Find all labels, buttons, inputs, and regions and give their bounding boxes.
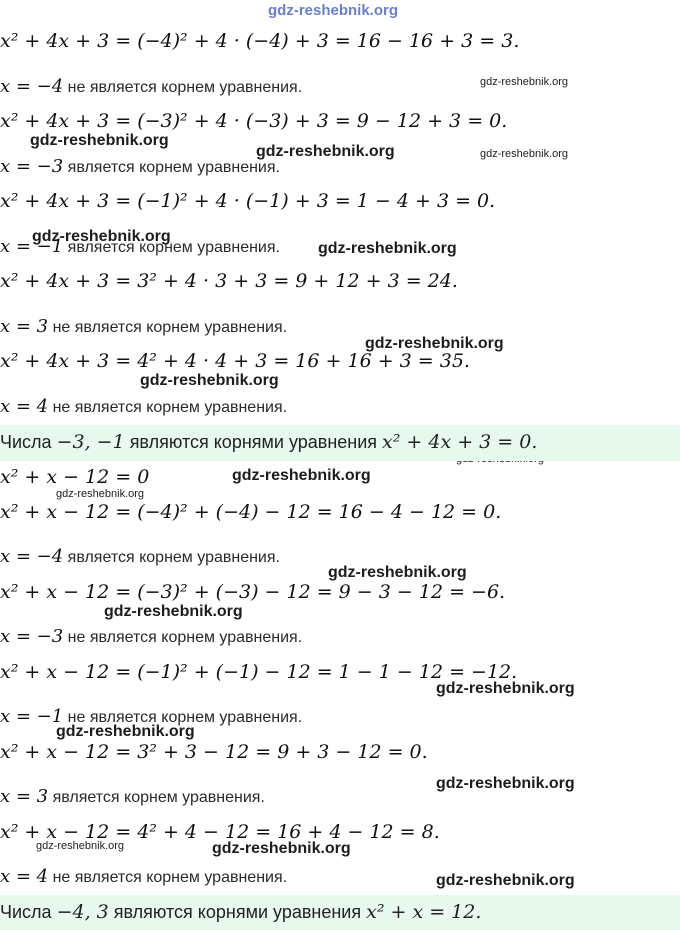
watermark: gdz-reshebnik.org <box>56 723 195 740</box>
conclusion-prefix: Числа <box>0 432 57 452</box>
statement-line <box>0 626 302 647</box>
equation-line: x² + 4x + 3 = (−3)² + 4 · (−3) + 3 = 9 − 12 + 3 = 0. <box>0 110 508 132</box>
statement-variable: x = −3 <box>0 156 64 177</box>
statement-line <box>0 396 287 417</box>
watermark: gdz-reshebnik.org <box>436 872 575 889</box>
conclusion-band <box>0 425 680 461</box>
watermark: gdz-reshebnik.org <box>140 372 279 389</box>
equation-line: x² + 4x + 3 = 3² + 4 · 3 + 3 = 9 + 12 + 3 = 24. <box>0 270 458 292</box>
conclusion-middle: являются корнями уравнения <box>124 432 383 452</box>
watermark: gdz-reshebnik.org <box>480 148 569 160</box>
equation-line: x² + x − 12 = (−4)² + (−4) − 12 = 16 − 4 − 12 = 0. <box>0 501 502 523</box>
equation-line: x² + 4x + 3 = 4² + 4 · 4 + 3 = 16 + 16 + 3 = 35. <box>0 350 470 372</box>
conclusion-equation: x² + 4x + 3 = 0. <box>382 431 538 453</box>
statement-line <box>0 76 302 97</box>
watermark: gdz-reshebnik.org <box>104 603 243 620</box>
statement-variable: x = −3 <box>0 626 64 647</box>
conclusion-middle: являются корнями уравнения <box>108 902 367 922</box>
statement-line <box>0 866 287 887</box>
statement-text: является корнем уравнения. <box>63 159 280 176</box>
statement-text: не является корнем уравнения. <box>48 399 288 416</box>
watermark: gdz-reshebnik.org <box>56 488 145 500</box>
watermark: gdz-reshebnik.org <box>436 680 575 697</box>
statement-variable: x = 3 <box>0 786 49 807</box>
conclusion-prefix: Числа <box>0 902 57 922</box>
watermark: gdz-reshebnik.org <box>232 467 371 484</box>
statement-variable: x = 3 <box>0 316 49 337</box>
statement-variable: x = −4 <box>0 76 64 97</box>
statement-variable: x = −1 <box>0 236 64 257</box>
watermark: gdz-reshebnik.org <box>30 132 169 149</box>
conclusion-text <box>0 901 481 923</box>
statement-variable: x = −1 <box>0 706 64 727</box>
statement-line <box>0 156 280 177</box>
statement-variable: x = 4 <box>0 396 49 417</box>
statement-text: не является корнем уравнения. <box>63 629 303 646</box>
statement-text: является корнем уравнения. <box>48 789 265 806</box>
watermark: gdz-reshebnik.org <box>318 240 457 257</box>
equation-line: x² + 4x + 3 = (−1)² + 4 · (−1) + 3 = 1 − 4 + 3 = 0. <box>0 190 496 212</box>
statement-line <box>0 706 302 727</box>
watermark: gdz-reshebnik.org <box>480 76 569 88</box>
equation-line: x² + x − 12 = 4² + 4 − 12 = 16 + 4 − 12 = 8. <box>0 821 440 843</box>
watermark: gdz-reshebnik.org <box>328 564 467 581</box>
statement-text: не является корнем уравнения. <box>63 79 303 96</box>
conclusion-roots: −4, 3 <box>56 901 109 923</box>
watermark: gdz-reshebnik.org <box>36 840 125 852</box>
statement-text: не является корнем уравнения. <box>48 319 288 336</box>
watermark: gdz-reshebnik.org <box>212 840 351 857</box>
conclusion-roots: −3, −1 <box>56 431 125 453</box>
watermark-top: gdz-reshebnik.org <box>268 2 399 19</box>
conclusion-equation: x² + x = 12. <box>366 901 482 923</box>
statement-text: не является корнем уравнения. <box>63 709 303 726</box>
statement-variable: x = 4 <box>0 866 49 887</box>
watermark: gdz-reshebnik.org <box>32 228 171 245</box>
equation-line: x² + x − 12 = 3² + 3 − 12 = 9 + 3 − 12 = 0. <box>0 741 428 763</box>
watermark: gdz-reshebnik.org <box>256 143 395 160</box>
equation-line: x² + x − 12 = (−1)² + (−1) − 12 = 1 − 1 − 12 = −12. <box>0 661 518 683</box>
statement-line <box>0 236 280 257</box>
statement-text: не является корнем уравнения. <box>48 869 288 886</box>
watermark: gdz-reshebnik.org <box>436 775 575 792</box>
statement-text: является корнем уравнения. <box>63 239 280 256</box>
equation-line: x² + x − 12 = (−3)² + (−3) − 12 = 9 − 3 − 12 = −6. <box>0 581 506 603</box>
watermark: gdz-reshebnik.org <box>365 335 504 352</box>
conclusion-band <box>0 895 680 930</box>
conclusion-text <box>0 431 537 453</box>
statement-text: является корнем уравнения. <box>63 549 280 566</box>
statement-line <box>0 786 265 807</box>
statement-line <box>0 546 280 567</box>
statement-line <box>0 316 287 337</box>
equation-line: x² + x − 12 = 0 <box>0 466 150 488</box>
equation-line: x² + 4x + 3 = (−4)² + 4 · (−4) + 3 = 16 − 16 + 3 = 3. <box>0 30 520 52</box>
statement-variable: x = −4 <box>0 546 64 567</box>
